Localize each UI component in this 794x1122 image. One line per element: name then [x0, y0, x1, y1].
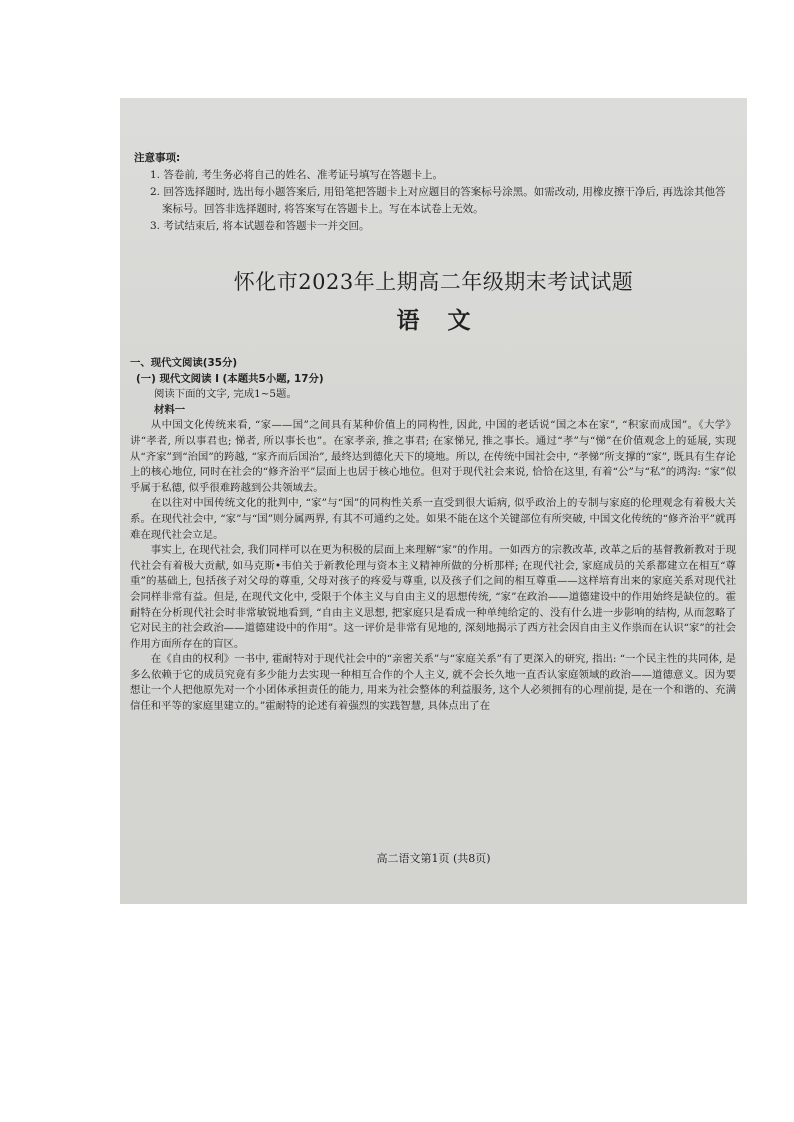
- passage-paragraph: 事实上, 在现代社会, 我们同样可以在更为积极的层面上来理解“家”的作用。一如西方的宗教改革, 改革之后的基督教新教对于现代社会有着极大贡献, 如马克斯•韦伯关于新教伦理与资本主义精神所做的分析那样; 在现代社会, 家庭成员的关系都建立在相互“尊重”的基础上, 包括孩子对父母的尊重, 父母对孩子的疼爱与尊重, 以及孩子们之间的相互尊重——这样培育出来的家庭关系对现代社会同样非常有益。但是, 在现代文化中, 受限于个体主义与自由主义的思想传统, “家”在政治——道德建设中的作用始终是缺位的。霍耐特在分析现代社会时非常敏锐地看到, “自由主义思想, 把家庭只是看成一种单纯给定的、没有什么进一步影响的结构, 从而忽略了它对民主的社会政治——道德建设中的作用”。这一评价是非常有见地的, 深刻地揭示了西方社会因自由主义作祟而在认识“家”的社会作用方面所存在的盲区。: [130, 544, 736, 650]
- notes-item: 2. 回答选择题时, 选出每小题答案后, 用铅笔把答题卡上对应题目的答案标号涂黑。如需改动, 用橡皮擦干净后, 再选涂其他答案标号。回答非选择题时, 将答案写在答题卡上。写在本试卷上无效。: [150, 186, 726, 215]
- exam-page-photo: [120, 98, 747, 904]
- exam-subject: 语文: [396, 307, 499, 334]
- section-part-heading: 一、现代文阅读(35分): [130, 357, 238, 369]
- exam-title: 怀化市2023年上期高二年级期末考试试题: [233, 270, 634, 294]
- reading-section: [130, 356, 736, 715]
- exam-notes: [134, 150, 734, 235]
- notes-heading: 注意事项:: [134, 152, 181, 164]
- passage-paragraph: 在《自由的权利》一书中, 霍耐特对于现代社会中的“亲密关系”与“家庭关系”有了更深入的研究, 指出: “一个民主性的共同体, 是多么依赖于它的成员究竟有多少能力去实现一种相互合作的个人主义, 就不会长久地一直否认家庭领域的政治——道德意义。因为要想让一个人把他原先对一个小团体承担责任的能力, 用来为社会整体的利益服务, 这个人必须拥有的心理前提, 是在一个和谐的、充满信任和平等的家庭里建立的。”霍耐特的论述有着强烈的实践智慧, 具体点出了在: [130, 653, 736, 713]
- section-sub-heading: (一) 现代文阅读 I (本题共5小题, 17分): [136, 372, 324, 385]
- passage-paragraph: 从中国文化传统来看, “家——国”之间具有某种价值上的同构性, 因此, 中国的老话说“国之本在家”, “积家而成国”。《大学》讲“孝者, 所以事君也; 悌者, 所以事长也”。在家孝亲, 推之事君; 在家悌兄, 推之事长。通过“孝”与“悌”在价值观念上的延展, 实现从“齐家”到“治国”的跨越, “家齐而后国治”, 最终达到德化天下的境地。所以, 在传统中国社会中, “孝悌”所支撑的“家”, 既具有生存论上的核心地位, 同时在社会的“修齐治平”层面上也居于核心地位。但对于现代社会来说, 恰恰在这里, 有着“公”与“私”的鸿沟: “家”似乎属于私德, 似乎很难跨越到公共领域去。: [130, 419, 736, 494]
- section-instruction: 阅读下面的文字, 完成1~5题。: [154, 388, 297, 401]
- page-footer: 高二语文第1页 (共8页): [376, 852, 491, 865]
- notes-item: 3. 考试结束后, 将本试题卷和答题卡一并交回。: [150, 220, 370, 232]
- material-label: 材料一: [154, 403, 186, 416]
- notes-item: 1. 答卷前, 考生务必将自己的姓名、准考证号填写在答题卡上。: [150, 169, 444, 181]
- passage-paragraph: 在以往对中国传统文化的批判中, “家”与“国”的同构性关系一直受到很大诟病, 似乎政治上的专制与家庭的伦理观念有着极大关系。在现代社会中, “家”与“国”则分属两界, 有其不可通约之处。如果不能在这个关键部位有所突破, 中国文化传统的“修齐治平”就再难在现代社会立足。: [130, 497, 736, 541]
